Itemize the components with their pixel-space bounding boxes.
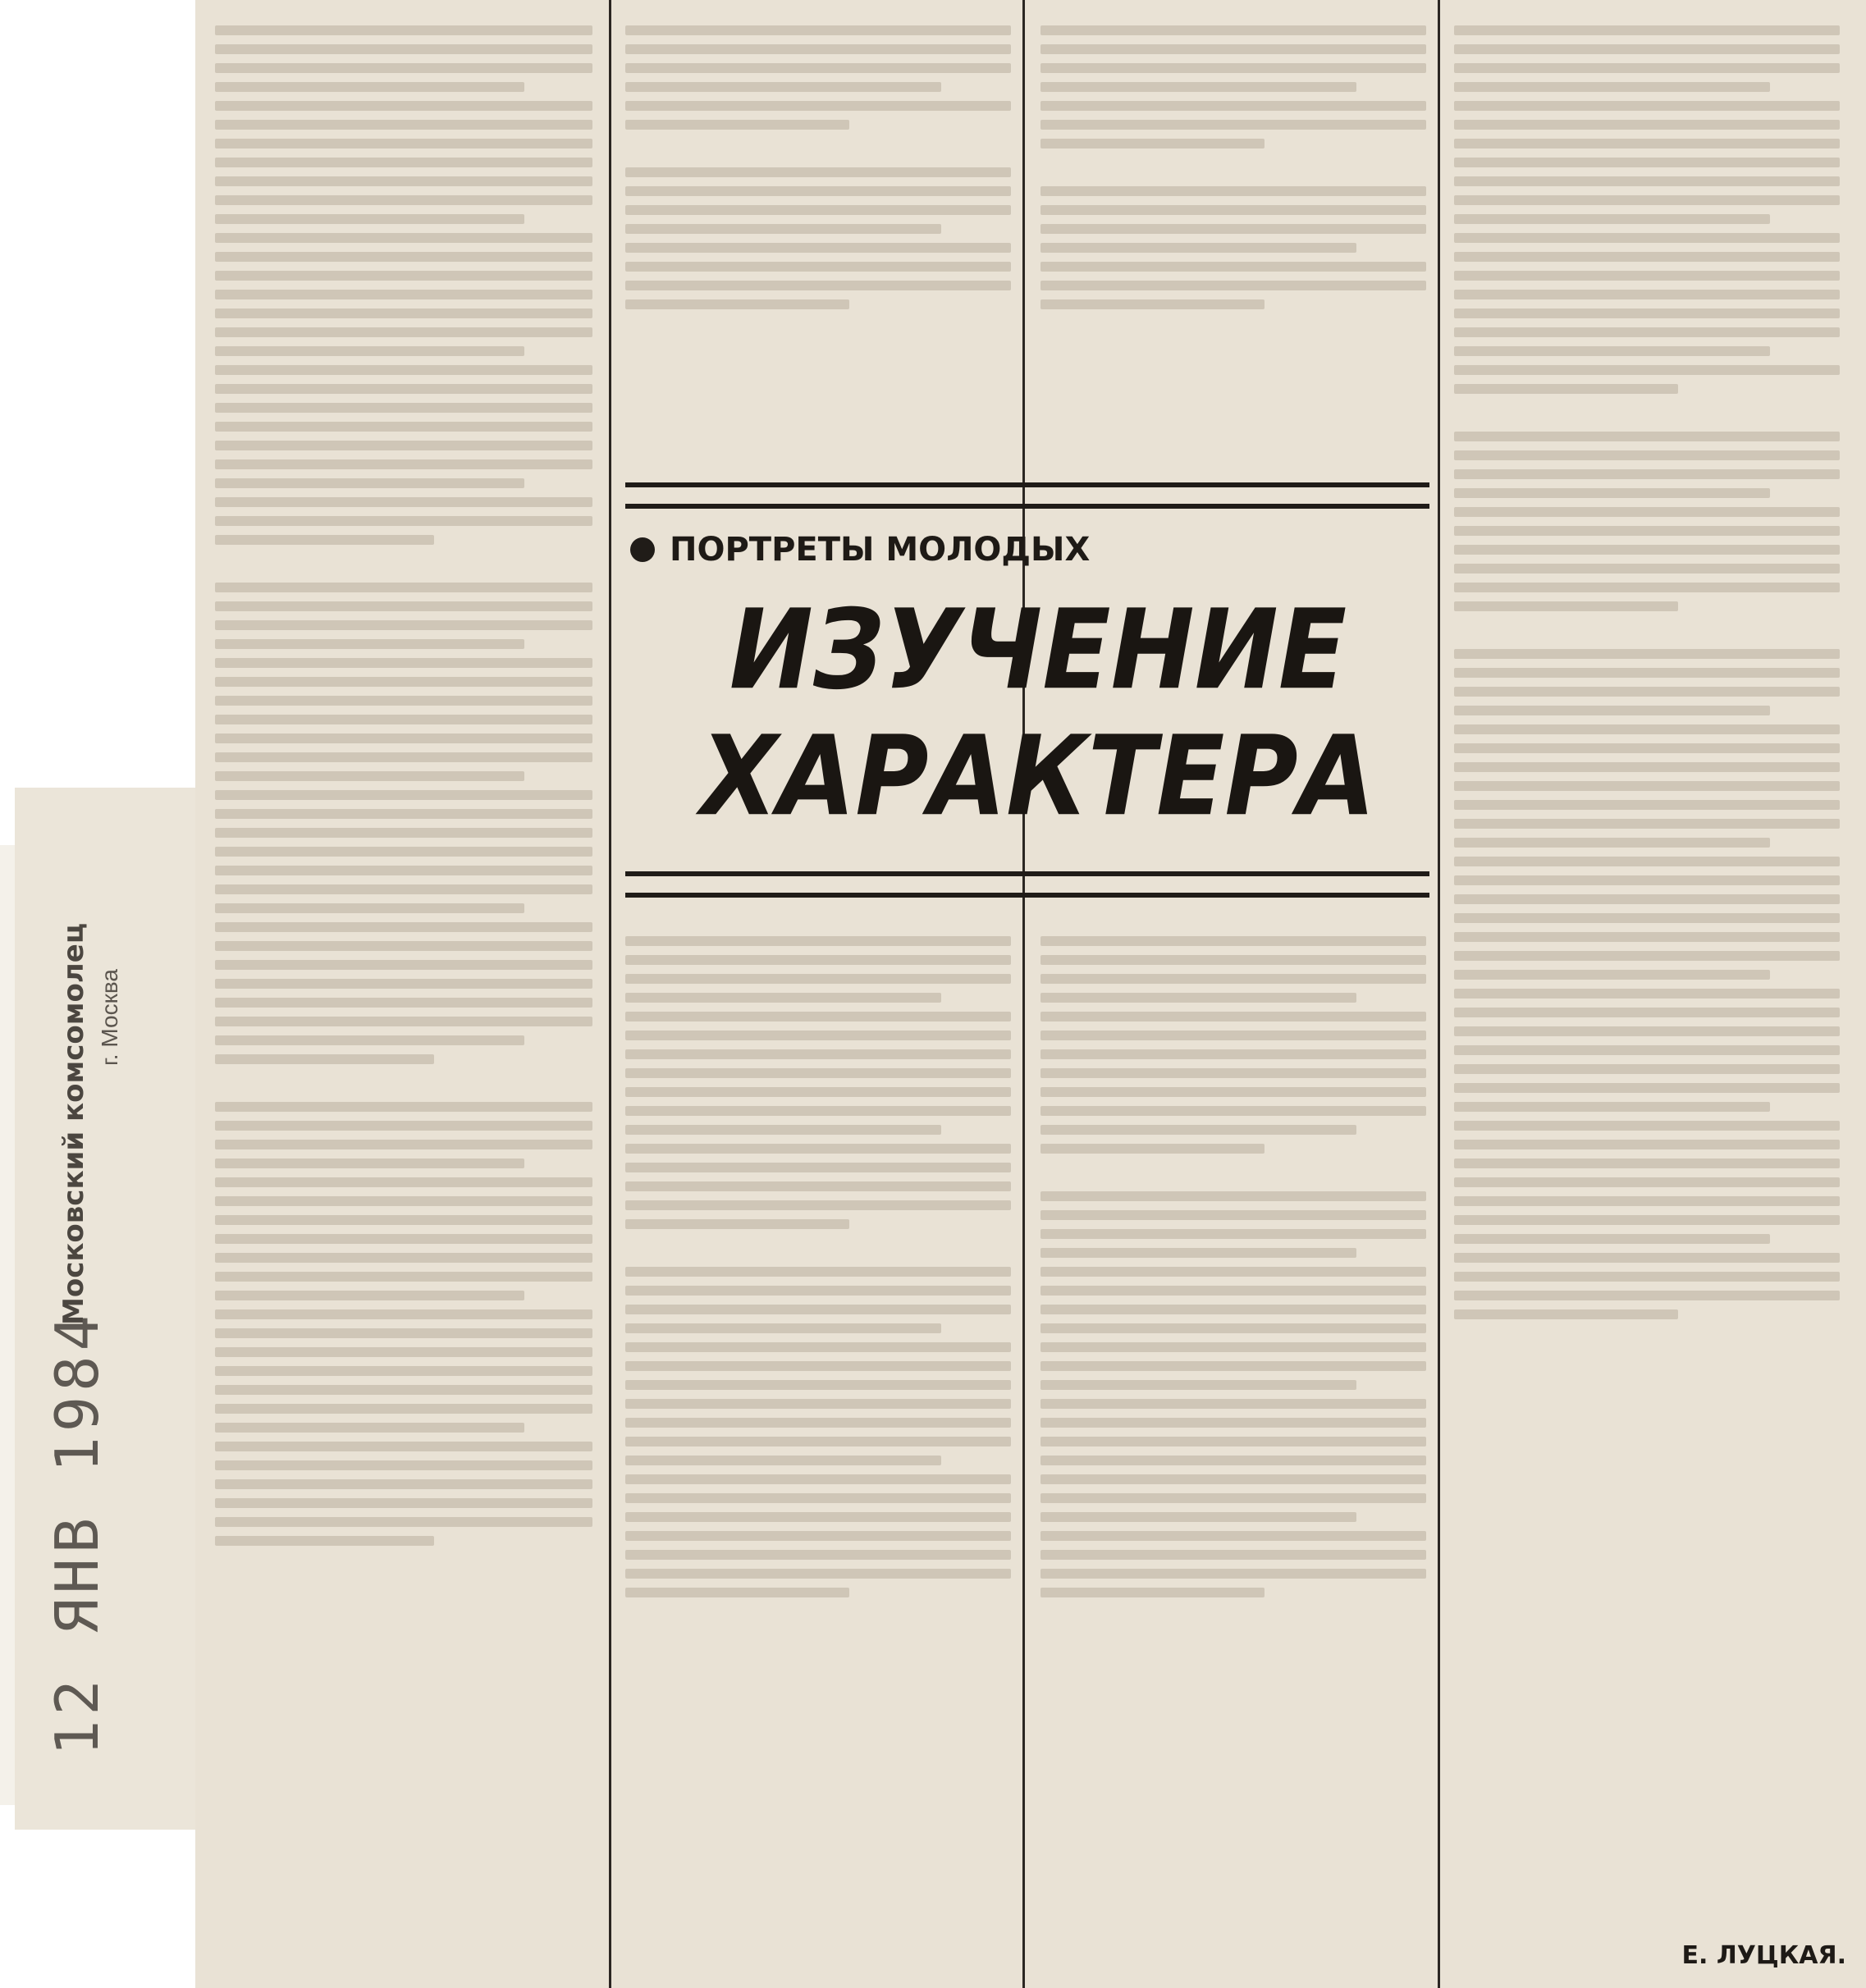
body-text-line: [215, 139, 592, 149]
body-text-line: [1454, 989, 1840, 999]
body-text-line: [625, 1163, 1011, 1172]
body-text-line: [215, 809, 592, 819]
body-text-line: [1040, 1305, 1426, 1314]
body-text-line: [625, 1399, 1011, 1409]
body-text-line: [1040, 1380, 1356, 1390]
headline-line-2: ХАРАКТЕРА: [700, 711, 1376, 841]
body-text-line: [1040, 1437, 1426, 1446]
body-text-line: [1454, 101, 1840, 111]
body-text-line: [625, 1125, 941, 1135]
body-text-line: [215, 25, 592, 35]
body-text-line: [1454, 781, 1840, 791]
body-text-line: [1454, 951, 1840, 961]
body-text-line: [1454, 469, 1840, 479]
body-text-line: [1454, 120, 1840, 130]
body-text-line: [1040, 1229, 1426, 1239]
body-text-line: [1040, 1248, 1356, 1258]
body-text-line: [1454, 488, 1770, 498]
body-text-line: [1454, 1234, 1770, 1244]
body-text-line: [215, 1253, 592, 1263]
body-text-line: [1454, 545, 1840, 555]
body-text-line: [1454, 1177, 1840, 1187]
body-text-line: [1040, 25, 1426, 35]
body-text-line: [625, 1588, 849, 1597]
body-text-line: [215, 195, 592, 205]
body-text-line: [215, 790, 592, 800]
body-text-line: [215, 308, 592, 318]
headline-rule-bottom: [625, 871, 1429, 898]
body-text-line: [1454, 970, 1770, 980]
body-text-line: [215, 252, 592, 262]
body-text-line: [1040, 299, 1265, 309]
body-text-line: [215, 1328, 592, 1338]
body-text-line: [625, 1200, 1011, 1210]
body-text-line: [1454, 687, 1840, 697]
body-text-line: [1454, 176, 1840, 186]
body-text-line: [215, 233, 592, 243]
body-text-line: [1454, 290, 1840, 299]
body-text-line: [625, 1437, 1011, 1446]
body-text-line: [625, 1267, 1011, 1277]
body-text-line: [625, 1418, 1011, 1428]
body-text-line: [1040, 1399, 1426, 1409]
body-text-line: [625, 1068, 1011, 1078]
body-text-line: [1454, 1253, 1840, 1263]
body-text-line: [625, 1342, 1011, 1352]
body-text-line: [215, 365, 592, 375]
body-text-line: [215, 998, 592, 1008]
body-text-line: [1040, 1068, 1426, 1078]
body-text-line: [215, 1347, 592, 1357]
body-text-line: [1040, 1087, 1426, 1097]
body-text-line: [625, 1456, 941, 1465]
body-text-line: [1454, 1196, 1840, 1206]
date-stamp: 12 ЯНВ 1984: [43, 1310, 112, 1756]
column-rule: [609, 0, 611, 1988]
body-text-line: [625, 1181, 1011, 1191]
body-text-line: [625, 936, 1011, 946]
body-text-line: [625, 974, 1011, 984]
body-text-line: [1040, 936, 1426, 946]
body-text-line: [1454, 564, 1840, 574]
body-text-line: [1454, 706, 1770, 715]
column-rule: [1438, 0, 1440, 1988]
body-text-line: [215, 403, 592, 413]
body-text-line: [215, 478, 524, 488]
body-text-line: [1040, 955, 1426, 965]
rubric: [630, 525, 1287, 574]
body-text-line: [215, 1385, 592, 1395]
headline-rule-top: [625, 482, 1429, 509]
body-text-line: [215, 828, 592, 838]
body-text-line: [215, 1536, 434, 1546]
body-text-line: [1454, 1083, 1840, 1093]
body-text-line: [1040, 1493, 1426, 1503]
body-text-line: [215, 214, 524, 224]
body-text-line: [1454, 308, 1840, 318]
body-text-line: [1454, 894, 1840, 904]
body-text-line: [215, 884, 592, 894]
article-column-4: [1454, 16, 1840, 1928]
body-text-line: [215, 960, 592, 970]
body-text-line: [1454, 668, 1840, 678]
body-text-line: [215, 82, 524, 92]
body-text-line: [1040, 1210, 1426, 1220]
body-text-line: [1040, 44, 1426, 54]
paragraph-gap: [215, 1073, 592, 1093]
headline-line-1: ИЗУЧЕНИЕ: [729, 585, 1347, 715]
paragraph-gap: [625, 139, 1011, 158]
body-text-line: [1040, 1031, 1426, 1040]
body-text-line: [625, 63, 1011, 73]
body-text-line: [1454, 252, 1840, 262]
body-text-line: [1040, 82, 1356, 92]
body-text-line: [625, 167, 1011, 177]
body-text-line: [625, 120, 849, 130]
body-text-line: [1040, 1512, 1356, 1522]
body-text-line: [625, 224, 941, 234]
paragraph-gap: [1454, 403, 1840, 423]
body-text-line: [1454, 649, 1840, 659]
body-text-line: [625, 262, 1011, 272]
body-text-line: [1040, 1588, 1265, 1597]
body-text-line: [1040, 993, 1356, 1003]
body-text-line: [1040, 63, 1426, 73]
body-text-line: [215, 1460, 592, 1470]
body-text-line: [215, 866, 592, 875]
body-text-line: [215, 1309, 592, 1319]
article-column-3-bottom: [1040, 927, 1426, 1977]
body-text-line: [215, 101, 592, 111]
paragraph-gap: [1040, 158, 1426, 177]
body-text-line: [1040, 1144, 1265, 1154]
body-text-line: [215, 1140, 592, 1149]
body-text-line: [1454, 384, 1678, 394]
paragraph-gap: [215, 554, 592, 574]
paragraph-gap: [1454, 620, 1840, 640]
body-text-line: [1454, 63, 1840, 73]
body-text-line: [1454, 365, 1840, 375]
article-column-1: [215, 16, 592, 1977]
rubric-bullet-icon: [630, 537, 655, 562]
article-column-3-top: [1040, 16, 1426, 459]
body-text-line: [215, 176, 592, 186]
body-text-line: [215, 1272, 592, 1282]
body-text-line: [1454, 214, 1770, 224]
body-text-line: [215, 696, 592, 706]
body-text-line: [1454, 526, 1840, 536]
body-text-line: [1454, 271, 1840, 281]
body-text-line: [215, 1442, 592, 1451]
body-text-line: [1454, 1159, 1840, 1168]
body-text-line: [1040, 262, 1426, 272]
body-text-line: [215, 120, 592, 130]
body-text-line: [625, 101, 1011, 111]
body-text-line: [625, 1049, 1011, 1059]
body-text-line: [1454, 195, 1840, 205]
column-rule: [1022, 0, 1025, 1988]
body-text-line: [625, 1323, 941, 1333]
body-text-line: [1454, 743, 1840, 753]
body-text-line: [215, 1102, 592, 1112]
body-text-line: [215, 1366, 592, 1376]
body-text-line: [1040, 1474, 1426, 1484]
body-text-line: [1040, 1361, 1426, 1371]
body-text-line: [215, 658, 592, 668]
body-text-line: [215, 1054, 434, 1064]
article-headline: [648, 587, 1428, 857]
body-text-line: [215, 1234, 592, 1244]
body-text-line: [215, 1479, 592, 1489]
body-text-line: [625, 44, 1011, 54]
body-text-line: [215, 290, 592, 299]
body-text-line: [625, 205, 1011, 215]
body-text-line: [1040, 1418, 1426, 1428]
body-text-line: [625, 1031, 1011, 1040]
article-column-2-top: [625, 16, 1011, 459]
body-text-line: [625, 25, 1011, 35]
body-text-line: [1040, 1531, 1426, 1541]
body-text-line: [215, 771, 524, 781]
body-text-line: [625, 1531, 1011, 1541]
body-text-line: [625, 1305, 1011, 1314]
body-text-line: [215, 1215, 592, 1225]
body-text-line: [625, 1087, 1011, 1097]
body-text-line: [215, 346, 524, 356]
body-text-line: [625, 1012, 1011, 1021]
body-text-line: [1040, 1456, 1426, 1465]
body-text-line: [1040, 1342, 1426, 1352]
body-text-line: [215, 752, 592, 762]
paragraph-gap: [1040, 1163, 1426, 1182]
body-text-line: [1454, 1272, 1840, 1282]
body-text-line: [625, 1569, 1011, 1579]
author-byline: Е. ЛУЦКАЯ.: [1681, 1941, 1846, 1970]
body-text-line: [1040, 1106, 1426, 1116]
body-text-line: [625, 1286, 1011, 1296]
body-text-line: [1454, 724, 1840, 734]
body-text-line: [1040, 281, 1426, 290]
city-stamp: г. Москва: [97, 969, 122, 1066]
rubric-label: ПОРТРЕТЫ МОЛОДЫХ: [670, 531, 1091, 569]
body-text-line: [625, 1550, 1011, 1560]
body-text-line: [625, 1106, 1011, 1116]
body-text-line: [1040, 1191, 1426, 1201]
body-text-line: [215, 63, 592, 73]
body-text-line: [1454, 1026, 1840, 1036]
body-text-line: [215, 422, 592, 432]
body-text-line: [1454, 327, 1840, 337]
body-text-line: [1454, 1102, 1770, 1112]
body-text-line: [215, 327, 592, 337]
body-text-line: [1454, 346, 1770, 356]
body-text-line: [215, 1423, 524, 1433]
body-text-line: [1040, 1012, 1426, 1021]
body-text-line: [1454, 1140, 1840, 1149]
paragraph-gap: [625, 1238, 1011, 1258]
body-text-line: [1040, 120, 1426, 130]
body-text-line: [1040, 1125, 1356, 1135]
body-text-line: [1454, 233, 1840, 243]
body-text-line: [625, 82, 941, 92]
body-text-line: [1040, 224, 1426, 234]
body-text-line: [215, 677, 592, 687]
body-text-line: [1040, 243, 1356, 253]
body-text-line: [1454, 932, 1840, 942]
body-text-line: [1454, 875, 1840, 885]
body-text-line: [1454, 82, 1770, 92]
body-text-line: [1454, 1045, 1840, 1055]
body-text-line: [1040, 1569, 1426, 1579]
body-text-line: [215, 516, 592, 526]
body-text-line: [1454, 1309, 1678, 1319]
body-text-line: [625, 955, 1011, 965]
body-text-line: [1040, 1267, 1426, 1277]
body-text-line: [1454, 819, 1840, 829]
body-text-line: [625, 1474, 1011, 1484]
body-text-line: [1454, 857, 1840, 866]
body-text-line: [215, 1291, 524, 1300]
body-text-line: [1454, 1215, 1840, 1225]
body-text-line: [1040, 1323, 1426, 1333]
newspaper-name-stamp: Московский комсомолец: [57, 922, 90, 1326]
body-text-line: [625, 1493, 1011, 1503]
body-text-line: [215, 459, 592, 469]
body-text-line: [215, 1196, 592, 1206]
body-text-line: [1454, 1064, 1840, 1074]
body-text-line: [215, 1035, 524, 1045]
body-text-line: [1454, 1121, 1840, 1131]
body-text-line: [215, 384, 592, 394]
body-text-line: [625, 299, 849, 309]
body-text-line: [215, 903, 524, 913]
body-text-line: [215, 620, 592, 630]
body-text-line: [1454, 139, 1840, 149]
body-text-line: [625, 1380, 1011, 1390]
body-text-line: [215, 941, 592, 951]
body-text-line: [1454, 601, 1678, 611]
body-text-line: [625, 993, 941, 1003]
body-text-line: [1454, 158, 1840, 167]
body-text-line: [215, 734, 592, 743]
body-text-line: [1454, 25, 1840, 35]
body-text-line: [215, 271, 592, 281]
body-text-line: [1454, 44, 1840, 54]
body-text-line: [1454, 762, 1840, 772]
article-column-2-bottom: [625, 927, 1011, 1977]
body-text-line: [215, 1404, 592, 1414]
body-text-line: [625, 281, 1011, 290]
body-text-line: [215, 1498, 592, 1508]
body-text-line: [625, 186, 1011, 196]
body-text-line: [215, 441, 592, 450]
body-text-line: [215, 847, 592, 857]
body-text-line: [1454, 583, 1840, 592]
body-text-line: [215, 1177, 592, 1187]
body-text-line: [1454, 1291, 1840, 1300]
body-text-line: [625, 243, 1011, 253]
body-text-line: [1040, 101, 1426, 111]
body-text-line: [1454, 800, 1840, 810]
body-text-line: [1040, 205, 1426, 215]
body-text-line: [215, 922, 592, 932]
body-text-line: [1040, 1286, 1426, 1296]
body-text-line: [1454, 432, 1840, 441]
body-text-line: [1454, 450, 1840, 460]
body-text-line: [215, 158, 592, 167]
body-text-line: [625, 1361, 1011, 1371]
body-text-line: [1454, 1008, 1840, 1017]
body-text-line: [1040, 974, 1426, 984]
body-text-line: [215, 44, 592, 54]
body-text-line: [1454, 838, 1770, 848]
body-text-line: [625, 1512, 1011, 1522]
body-text-line: [215, 715, 592, 724]
body-text-line: [215, 1517, 592, 1527]
body-text-line: [215, 1159, 524, 1168]
body-text-line: [1454, 913, 1840, 923]
body-text-line: [1040, 139, 1265, 149]
body-text-line: [625, 1219, 849, 1229]
body-text-line: [1454, 507, 1840, 517]
body-text-line: [215, 535, 434, 545]
body-text-line: [215, 1017, 592, 1026]
body-text-line: [215, 979, 592, 989]
body-text-line: [215, 583, 592, 592]
body-text-line: [215, 1121, 592, 1131]
body-text-line: [1040, 1049, 1426, 1059]
body-text-line: [215, 497, 592, 507]
body-text-line: [215, 601, 592, 611]
body-text-line: [1040, 1550, 1426, 1560]
body-text-line: [625, 1144, 1011, 1154]
body-text-line: [1040, 186, 1426, 196]
body-text-line: [215, 639, 524, 649]
